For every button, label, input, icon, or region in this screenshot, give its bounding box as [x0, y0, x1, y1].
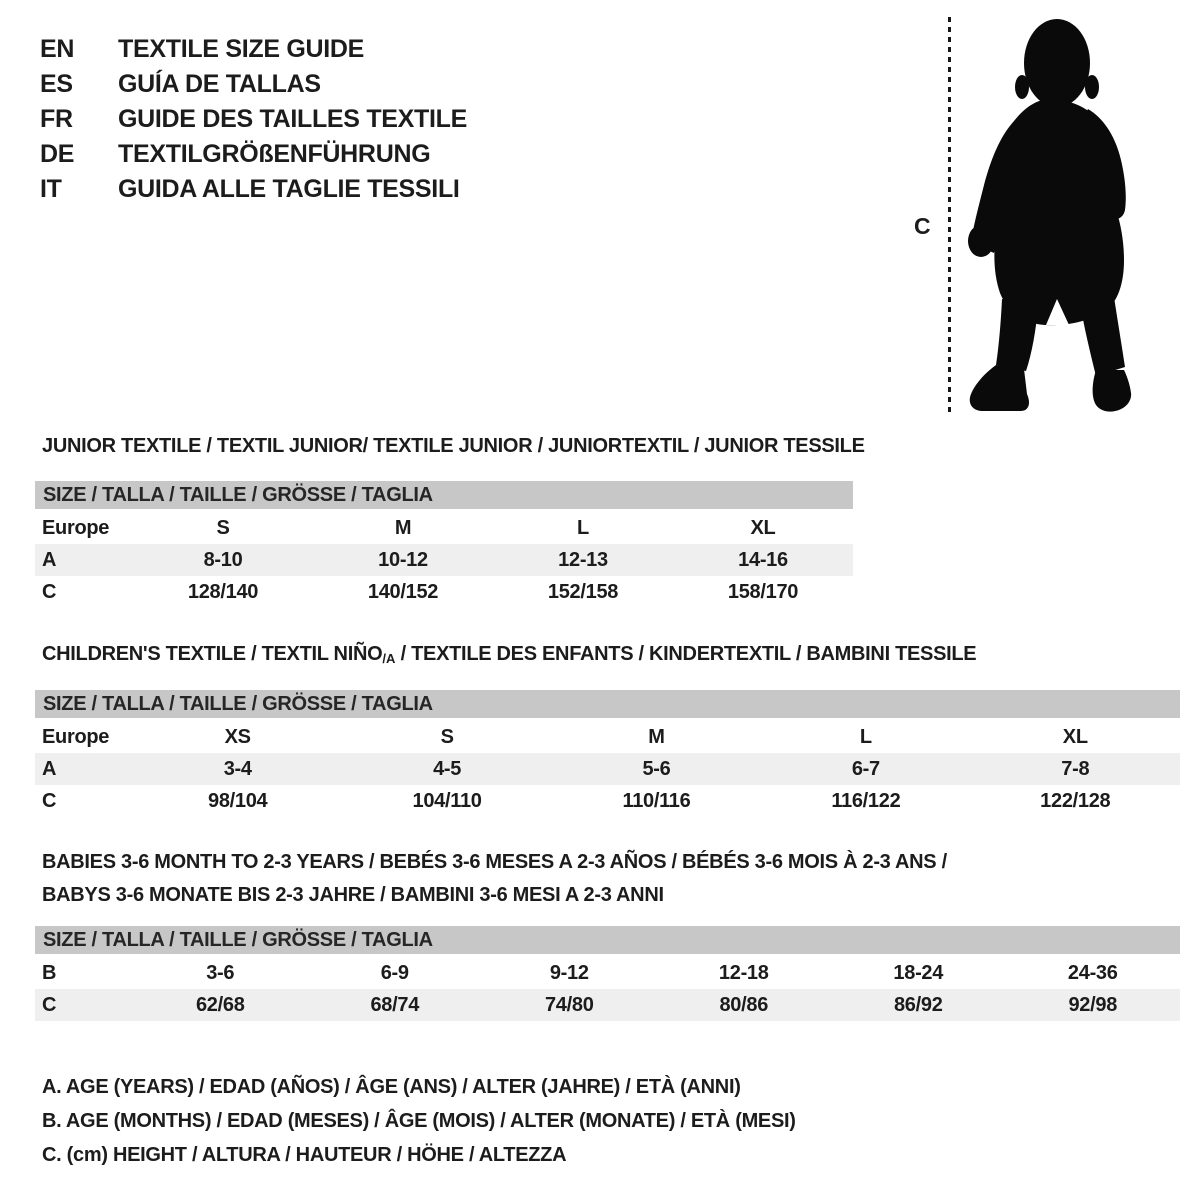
size-cell: XL — [750, 516, 776, 539]
size-cell: 62/68 — [195, 993, 245, 1016]
size-cell: S — [440, 725, 454, 748]
size-cell: XL — [1062, 725, 1088, 748]
size-band-header: SIZE / TALLA / TAILLE / GRÖSSE / TAGLIA — [35, 690, 1180, 718]
size-cell: M — [648, 725, 665, 748]
size-cell: L — [577, 516, 589, 539]
size-cell: 92/98 — [1068, 993, 1118, 1016]
row-label: Europe — [42, 725, 110, 748]
language-row — [40, 172, 467, 207]
size-cell: 122/128 — [1040, 789, 1111, 812]
size-cell: 110/116 — [622, 789, 691, 812]
language-label: GUIDA ALLE TAGLIE TESSILI — [118, 175, 460, 203]
size-cell: 116/122 — [831, 789, 901, 812]
children-section-title — [42, 643, 976, 666]
table-row — [35, 576, 853, 608]
language-code: DE — [40, 140, 75, 168]
babies-section-title — [42, 846, 947, 912]
size-cell: 86/92 — [893, 993, 943, 1016]
size-cell: 18-24 — [893, 961, 944, 984]
language-row — [40, 137, 467, 172]
children-title-pre: CHILDREN'S TEXTILE / TEXTIL NIÑO — [42, 643, 383, 665]
row-label: C — [42, 789, 57, 812]
height-c-label: C — [914, 213, 931, 239]
size-cell: 6-9 — [380, 961, 409, 984]
language-row — [40, 102, 467, 137]
table-row — [35, 544, 853, 576]
size-cell: 104/110 — [412, 789, 482, 812]
size-cell: 8-10 — [203, 548, 243, 571]
children-title-sub: /A — [382, 651, 396, 666]
size-cell: 10-12 — [378, 548, 428, 571]
children-size-table — [35, 690, 1180, 817]
language-label: TEXTILE SIZE GUIDE — [118, 35, 365, 63]
row-label: C — [42, 580, 57, 603]
row-label: A — [42, 757, 57, 780]
legend-line-c: C. (cm) HEIGHT / ALTURA / HAUTEUR / HÖHE / ALTEZZA — [42, 1144, 567, 1166]
size-cell: 128/140 — [187, 580, 259, 603]
size-cell: 14-16 — [738, 548, 788, 571]
size-cell: 152/158 — [547, 580, 619, 603]
language-code: ES — [40, 70, 73, 98]
language-label: GUIDE DES TAILLES TEXTILE — [118, 105, 468, 133]
size-cell: M — [394, 516, 412, 539]
legend — [42, 1070, 796, 1172]
junior-table — [35, 512, 853, 608]
row-label: Europe — [42, 516, 110, 539]
table-row — [35, 957, 1180, 989]
language-code: IT — [40, 175, 62, 203]
row-label: C — [42, 993, 57, 1016]
size-cell: 4-5 — [433, 757, 462, 780]
size-cell: 3-4 — [223, 757, 252, 780]
babies-title-line2: BABYS 3-6 MONATE BIS 2-3 JAHRE / BAMBINI 3-6 MESI A 2-3 ANNI — [42, 884, 664, 906]
language-row — [40, 67, 467, 102]
language-label: GUÍA DE TALLAS — [118, 70, 321, 98]
language-code: FR — [40, 105, 73, 133]
children-title-post: / TEXTILE DES ENFANTS / KINDERTEXTIL / BAMBINI TESSILE — [395, 643, 977, 665]
size-cell: 12-18 — [718, 961, 769, 984]
language-label: TEXTILGRÖßENFÜHRUNG — [118, 140, 431, 168]
size-cell: 12-13 — [558, 548, 608, 571]
size-cell: 7-8 — [1061, 757, 1090, 780]
babies-table — [35, 957, 1180, 1021]
toddler-silhouette-image — [950, 15, 1140, 415]
size-band-header: SIZE / TALLA / TAILLE / GRÖSSE / TAGLIA — [35, 926, 1180, 954]
size-cell: 158/170 — [727, 580, 799, 603]
table-row — [35, 989, 1180, 1021]
table-row — [35, 753, 1180, 785]
junior-size-table — [35, 481, 853, 608]
size-cell: 6-7 — [851, 757, 880, 780]
children-table — [35, 721, 1180, 817]
language-list — [40, 32, 467, 207]
row-label: B — [42, 961, 57, 984]
size-cell: 140/152 — [367, 580, 439, 603]
row-label: A — [42, 548, 57, 571]
babies-size-table — [35, 926, 1180, 1021]
size-cell: 68/74 — [370, 993, 420, 1016]
size-cell: 98/104 — [208, 789, 268, 812]
size-cell: 24-36 — [1067, 961, 1118, 984]
legend-line-b: B. AGE (MONTHS) / EDAD (MESES) / ÂGE (MOIS) / ALTER (MONATE) / ETÀ (MESI) — [42, 1110, 796, 1132]
language-row — [40, 32, 467, 67]
size-cell: 3-6 — [206, 961, 235, 984]
size-cell: 80/86 — [719, 993, 769, 1016]
language-code: EN — [40, 35, 75, 63]
legend-line-a: A. AGE (YEARS) / EDAD (AÑOS) / ÂGE (ANS) / ALTER (JAHRE) / ETÀ (ANNI) — [42, 1076, 741, 1098]
size-cell: 5-6 — [642, 757, 671, 780]
table-row — [35, 512, 853, 544]
babies-title-line1: BABIES 3-6 MONTH TO 2-3 YEARS / BEBÉS 3-6 MESES A 2-3 AÑOS / BÉBÉS 3-6 MOIS À 2-3 ANS / — [42, 851, 947, 873]
size-band-header: SIZE / TALLA / TAILLE / GRÖSSE / TAGLIA — [35, 481, 853, 509]
size-cell: L — [859, 725, 872, 748]
size-cell: 74/80 — [544, 993, 594, 1016]
table-row — [35, 785, 1180, 817]
size-cell: XS — [224, 725, 251, 748]
size-cell: S — [216, 516, 230, 539]
table-row — [35, 721, 1180, 753]
size-cell: 9-12 — [549, 961, 589, 984]
junior-section-title: JUNIOR TEXTILE / TEXTIL JUNIOR/ TEXTILE JUNIOR / JUNIORTEXTIL / JUNIOR TESSILE — [42, 435, 865, 457]
